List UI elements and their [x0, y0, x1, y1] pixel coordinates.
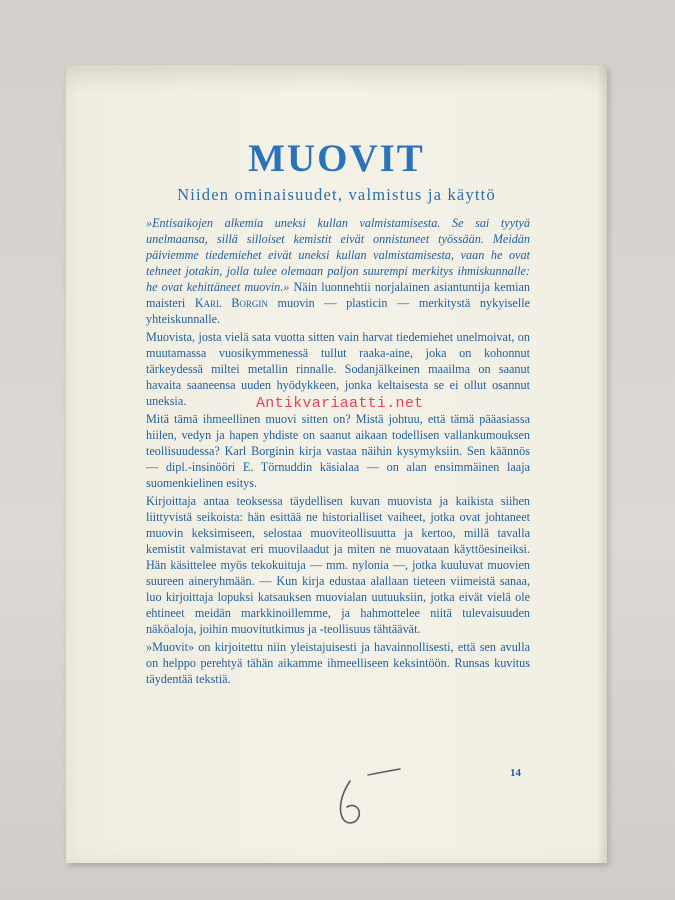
- cover-top-shading: [66, 65, 607, 93]
- handwritten-note: [328, 763, 418, 833]
- book-subtitle: Niiden ominaisuudet, valmistus ja käyttö: [177, 185, 496, 204]
- blurb-quote: »Entisaikojen alkemia uneksi kullan valmistamisesta. Se sai tyytyä unelmaansa, sillä silloiset kemistit eivät onnistuneet työssään. Meidän päiviemme tiedemiehet eivät uneksi kullan valmistamisesta, vaan he ovat tehneet jotakin, jolla tulee olemaan paljon suurempi merkitys ihmiskunnalle: he ovat kehittäneet muovin.»: [146, 216, 530, 294]
- blurb-p1-part-b: muovin — plasticin — merkitystä nykyiselle yhteiskunnalle.: [146, 296, 531, 326]
- book-back-cover: [66, 65, 607, 863]
- blurb-text: [146, 215, 530, 689]
- blurb-paragraph-5: »Muovit» on kirjoitettu niin yleistajuisesti ja havainnollisesti, että sen avulla on helppo perehtyä tähän aikamme ihmeelliseen keksintöön. Runsas kuvitus täydentää tekstiä.: [146, 640, 530, 686]
- watermark: Antikvariaatti.net: [256, 395, 424, 412]
- price-code: 14: [510, 767, 521, 779]
- blurb-paragraph-1: [146, 215, 530, 327]
- blurb-paragraph-3: Mitä tämä ihmeellinen muovi sitten on? Mistä johtuu, että tämä pääasiassa hiilen, vedyn ja hapen yhdiste on saanut aikaan todellisen vallankumouksen teollisuudessa? Karl Borginin kirja vastaa näihin kysymyksiin. Sen käännös — dipl.-insinööri E. Törnuddin käsialaa — on alan ensimmäinen laaja suomenkielinen esitys.: [146, 412, 530, 490]
- blurb-paragraph-2: Muovista, josta vielä sata vuotta sitten vain harvat tiedemiehet unelmoivat, on muutamassa vuosikymmenessä tullut raaka-aine, joka on kohonnut tärkeydessä miltei metallin rinnalle. Sodanjälkeinen maailma on saanut havaita saaneensa uuden hyödykkeen, jonka keltaisesta se ei ollut osannut uneksia.: [146, 330, 530, 408]
- blurb-paragraph-4: Kirjoittaja antaa teoksessa täydellisen kuvan muovista ja kaikista siihen liittyvistä seikoista: hän esittää ne historialliset vaiheet, jotka ovat johtaneet muovin keksimiseen, selostaa muoviteollisuutta ja kertoo, millä tavalla kemistit valmistavat eri muovilaadut ja miten ne muovataan käyttöesineiksi. Hän käsittelee myös tekokuituja — mm. nylonia —, jotka kuuluvat muovien suureen aineryhmään. — Kun kirja edustaa alallaan tieteen viimeistä sanaa, luo kirjoittaja lopuksi katsauksen muovialan uutuuksiin, jotka eivät vielä ole ehtineet meidän markkinoillemme, ja hahmottelee niitä tulevaisuuden näköaloja, joihin muovitutkimus ja -teollisuus tähtäävät.: [146, 494, 530, 636]
- blurb-p1-part-a: Näin luonnehtii norjalainen asiantuntija kemian maisteri: [146, 280, 530, 310]
- author-name: Karl Borgin: [194, 296, 268, 310]
- book-title: MUOVIT: [248, 137, 425, 180]
